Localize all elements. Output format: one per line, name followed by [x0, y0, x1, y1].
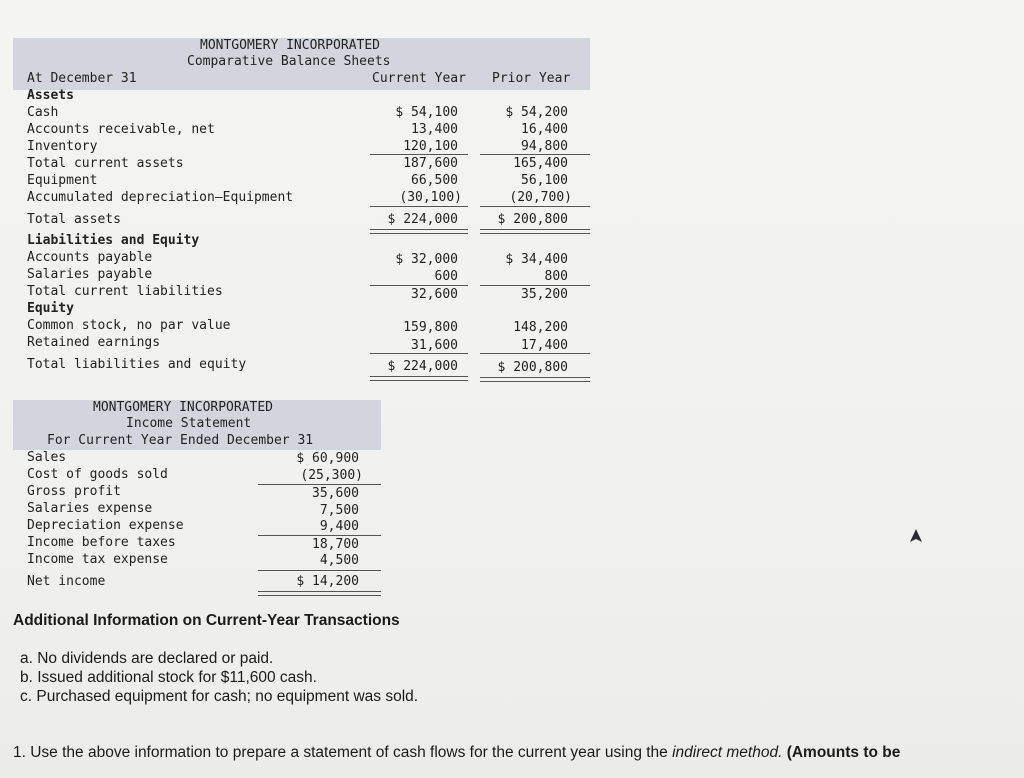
current-value: 187,600 — [403, 156, 458, 171]
question-prefix: 1. Use the above information to prepare a statement of cash flows for the current year using the — [13, 744, 673, 761]
current-value: 159,800 — [403, 320, 458, 335]
prior-value: (20,700) — [509, 190, 572, 205]
additional-info-item: c. Purchased equipment for cash; no equipment was sold. — [20, 688, 419, 705]
prior-value: 165,400 — [513, 156, 568, 171]
subtotal-rule — [258, 570, 381, 571]
prior-value: $ 34,400 — [505, 252, 568, 267]
amount: 35,600 — [312, 486, 359, 501]
current-value: 32,600 — [411, 287, 458, 302]
prior-value: $ 200,800 — [497, 212, 568, 227]
total-double-rule — [480, 229, 590, 234]
additional-info-item: a. No dividends are declared or paid. — [20, 650, 274, 667]
assets-heading: Assets — [27, 88, 74, 103]
prior-value: $ 200,800 — [497, 360, 568, 375]
additional-info-item: b. Issued additional stock for $11,600 cash. — [20, 669, 317, 686]
row-label: Accumulated depreciation—Equipment — [27, 190, 294, 205]
current-value: 13,400 — [411, 122, 458, 137]
row-label: Cost of goods sold — [27, 467, 168, 482]
prior-value: 16,400 — [521, 122, 568, 137]
row-label: Total assets — [27, 212, 121, 227]
row-label: Depreciation expense — [27, 518, 184, 533]
total-double-rule — [480, 377, 590, 382]
amount: 7,500 — [319, 503, 359, 518]
subtotal-rule — [480, 353, 590, 354]
bs-col-prior: Prior Year — [492, 71, 571, 86]
subtotal-rule — [370, 285, 468, 286]
amount: $ 60,900 — [296, 451, 359, 466]
prior-value: 94,800 — [521, 139, 568, 154]
prior-value: 148,200 — [513, 320, 568, 335]
current-value: $ 224,000 — [387, 359, 458, 374]
additional-info-heading: Additional Information on Current-Year Transactions — [13, 612, 400, 629]
is-title: Income Statement — [126, 416, 252, 431]
row-label: Accounts payable — [27, 250, 153, 265]
subtotal-rule — [258, 484, 381, 485]
row-label: Gross profit — [27, 484, 121, 499]
prior-value: 56,100 — [521, 173, 568, 188]
row-label: Inventory — [27, 139, 98, 154]
row-label: Total current assets — [27, 156, 184, 171]
row-label: Salaries payable — [27, 267, 153, 282]
subtotal-rule — [480, 285, 590, 286]
prior-value: 800 — [544, 269, 568, 284]
question-text — [13, 744, 900, 762]
equity-heading: Equity — [27, 301, 74, 316]
subtotal-rule — [370, 353, 468, 354]
liabilities-heading: Liabilities and Equity — [27, 233, 200, 248]
row-label: Cash — [27, 105, 59, 120]
subtotal-rule — [370, 206, 468, 207]
is-period: For Current Year Ended December 31 — [47, 433, 314, 448]
is-company-name: MONTGOMERY INCORPORATED — [93, 400, 274, 415]
row-label: Salaries expense — [27, 501, 153, 516]
amount: 9,400 — [319, 519, 359, 534]
bs-company-name: MONTGOMERY INCORPORATED — [200, 38, 381, 53]
bs-col-current: Current Year — [372, 71, 466, 86]
row-label: Income before taxes — [27, 535, 176, 550]
total-double-rule — [258, 591, 381, 596]
current-value: $ 32,000 — [395, 252, 458, 267]
amount: (25,300) — [300, 468, 363, 483]
total-double-rule — [370, 229, 468, 234]
question-suffix: (Amounts to be — [782, 744, 901, 761]
subtotal-rule — [480, 154, 590, 155]
row-label: Total liabilities and equity — [27, 357, 247, 372]
row-label: Income tax expense — [27, 552, 168, 567]
row-label: Sales — [27, 450, 67, 465]
subtotal-rule — [258, 535, 381, 536]
bs-date-label: At December 31 — [27, 71, 137, 86]
prior-value: 35,200 — [521, 287, 568, 302]
subtotal-rule — [480, 206, 590, 207]
mouse-pointer-icon — [909, 528, 923, 544]
prior-value: $ 54,200 — [505, 105, 568, 120]
row-label: Retained earnings — [27, 335, 161, 350]
current-value: $ 224,000 — [387, 212, 458, 227]
row-label: Equipment — [27, 173, 98, 188]
question-method: indirect method. — [672, 744, 783, 761]
current-value: 120,100 — [403, 139, 458, 154]
row-label: Accounts receivable, net — [27, 122, 215, 137]
current-value: 31,600 — [411, 338, 458, 353]
row-label: Common stock, no par value — [27, 318, 231, 333]
amount: 4,500 — [319, 553, 359, 568]
current-value: 600 — [434, 269, 458, 284]
row-label: Total current liabilities — [27, 284, 223, 299]
row-label: Net income — [27, 574, 106, 589]
prior-value: 17,400 — [521, 338, 568, 353]
current-value: (30,100) — [399, 190, 462, 205]
current-value: $ 54,100 — [395, 105, 458, 120]
amount: $ 14,200 — [296, 574, 359, 589]
bs-title: Comparative Balance Sheets — [187, 54, 391, 69]
amount: 18,700 — [312, 537, 359, 552]
current-value: 66,500 — [411, 173, 458, 188]
subtotal-rule — [370, 154, 468, 155]
total-double-rule — [370, 376, 468, 381]
